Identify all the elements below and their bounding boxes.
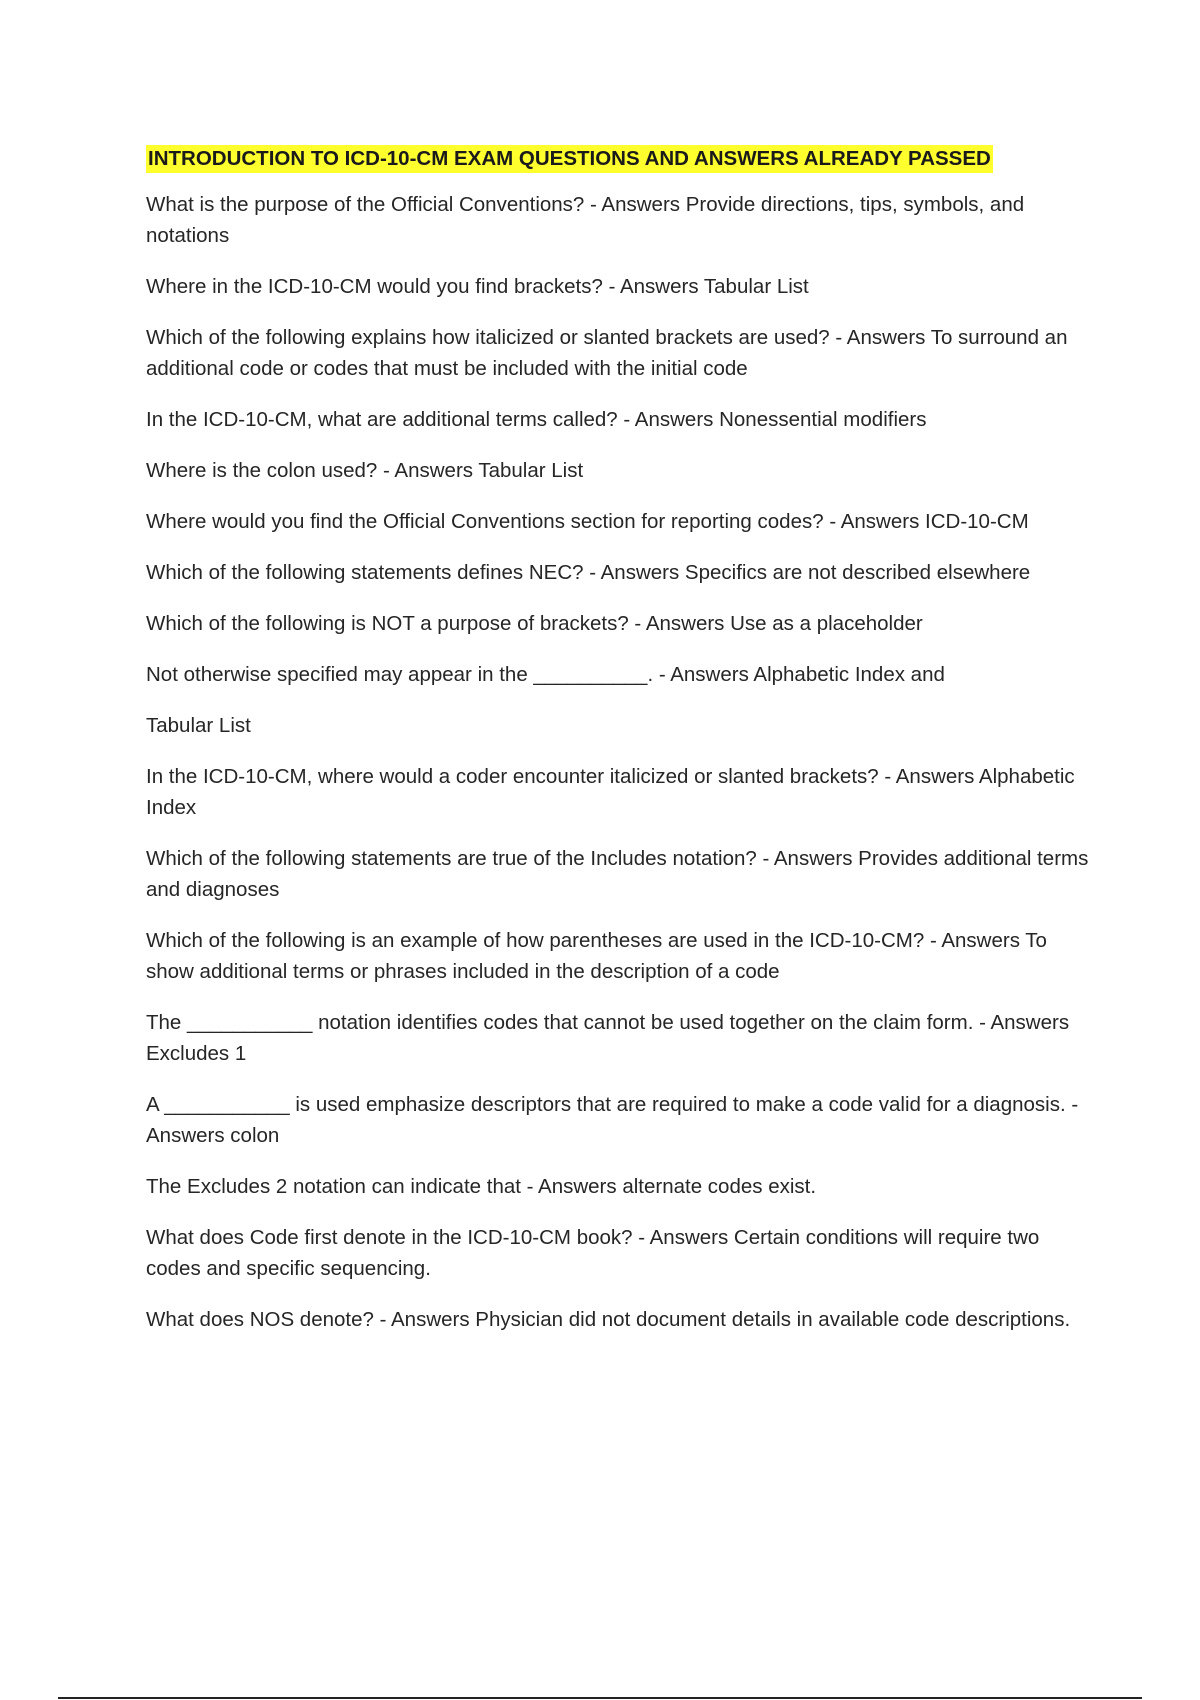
qa-item: Where in the ICD-10-CM would you find brackets? - Answers Tabular List	[146, 275, 809, 298]
document-page	[146, 145, 1096, 1355]
qa-item: Where is the colon used? - Answers Tabular List	[146, 459, 584, 482]
qa-item: Which of the following statements defines NEC? - Answers Specifics are not described elsewhere	[146, 561, 1031, 584]
qa-item: Which of the following explains how italicized or slanted brackets are used? - Answers To surround an additional code or codes that must be included with the initial code	[146, 326, 1068, 380]
qa-item: Which of the following is NOT a purpose of brackets? - Answers Use as a placeholder	[146, 612, 923, 635]
qa-item: In the ICD-10-CM, what are additional terms called? - Answers Nonessential modifiers	[146, 408, 927, 431]
qa-item: A ___________ is used emphasize descriptors that are required to make a code valid for a diagnosis. - Answers colon	[146, 1093, 1079, 1147]
qa-item: What does NOS denote? - Answers Physician did not document details in available code descriptions.	[146, 1308, 1071, 1331]
qa-item: The Excludes 2 notation can indicate that - Answers alternate codes exist.	[146, 1175, 817, 1198]
page-bottom-rule	[58, 1697, 1142, 1699]
qa-item: In the ICD-10-CM, where would a coder encounter italicized or slanted brackets? - Answers Alphabetic Index	[146, 765, 1075, 819]
qa-item: Which of the following is an example of how parentheses are used in the ICD-10-CM? - Answers To show additional terms or phrases included in the description of a code	[146, 929, 1047, 983]
document-title: INTRODUCTION TO ICD-10-CM EXAM QUESTIONS AND ANSWERS ALREADY PASSED	[146, 145, 993, 173]
qa-item: Not otherwise specified may appear in the __________. - Answers Alphabetic Index and	[146, 663, 945, 686]
qa-item: The ___________ notation identifies codes that cannot be used together on the claim form. - Answers Excludes 1	[146, 1011, 1070, 1065]
qa-item: Which of the following statements are true of the Includes notation? - Answers Provides additional terms and diagnoses	[146, 847, 1089, 901]
qa-item-continuation: Tabular List	[146, 714, 251, 737]
qa-item: What does Code first denote in the ICD-10-CM book? - Answers Certain conditions will require two codes and specific sequencing.	[146, 1226, 1040, 1280]
qa-item: What is the purpose of the Official Conventions? - Answers Provide directions, tips, symbols, and notations	[146, 193, 1025, 247]
qa-item: Where would you find the Official Conventions section for reporting codes? - Answers ICD-10-CM	[146, 510, 1029, 533]
